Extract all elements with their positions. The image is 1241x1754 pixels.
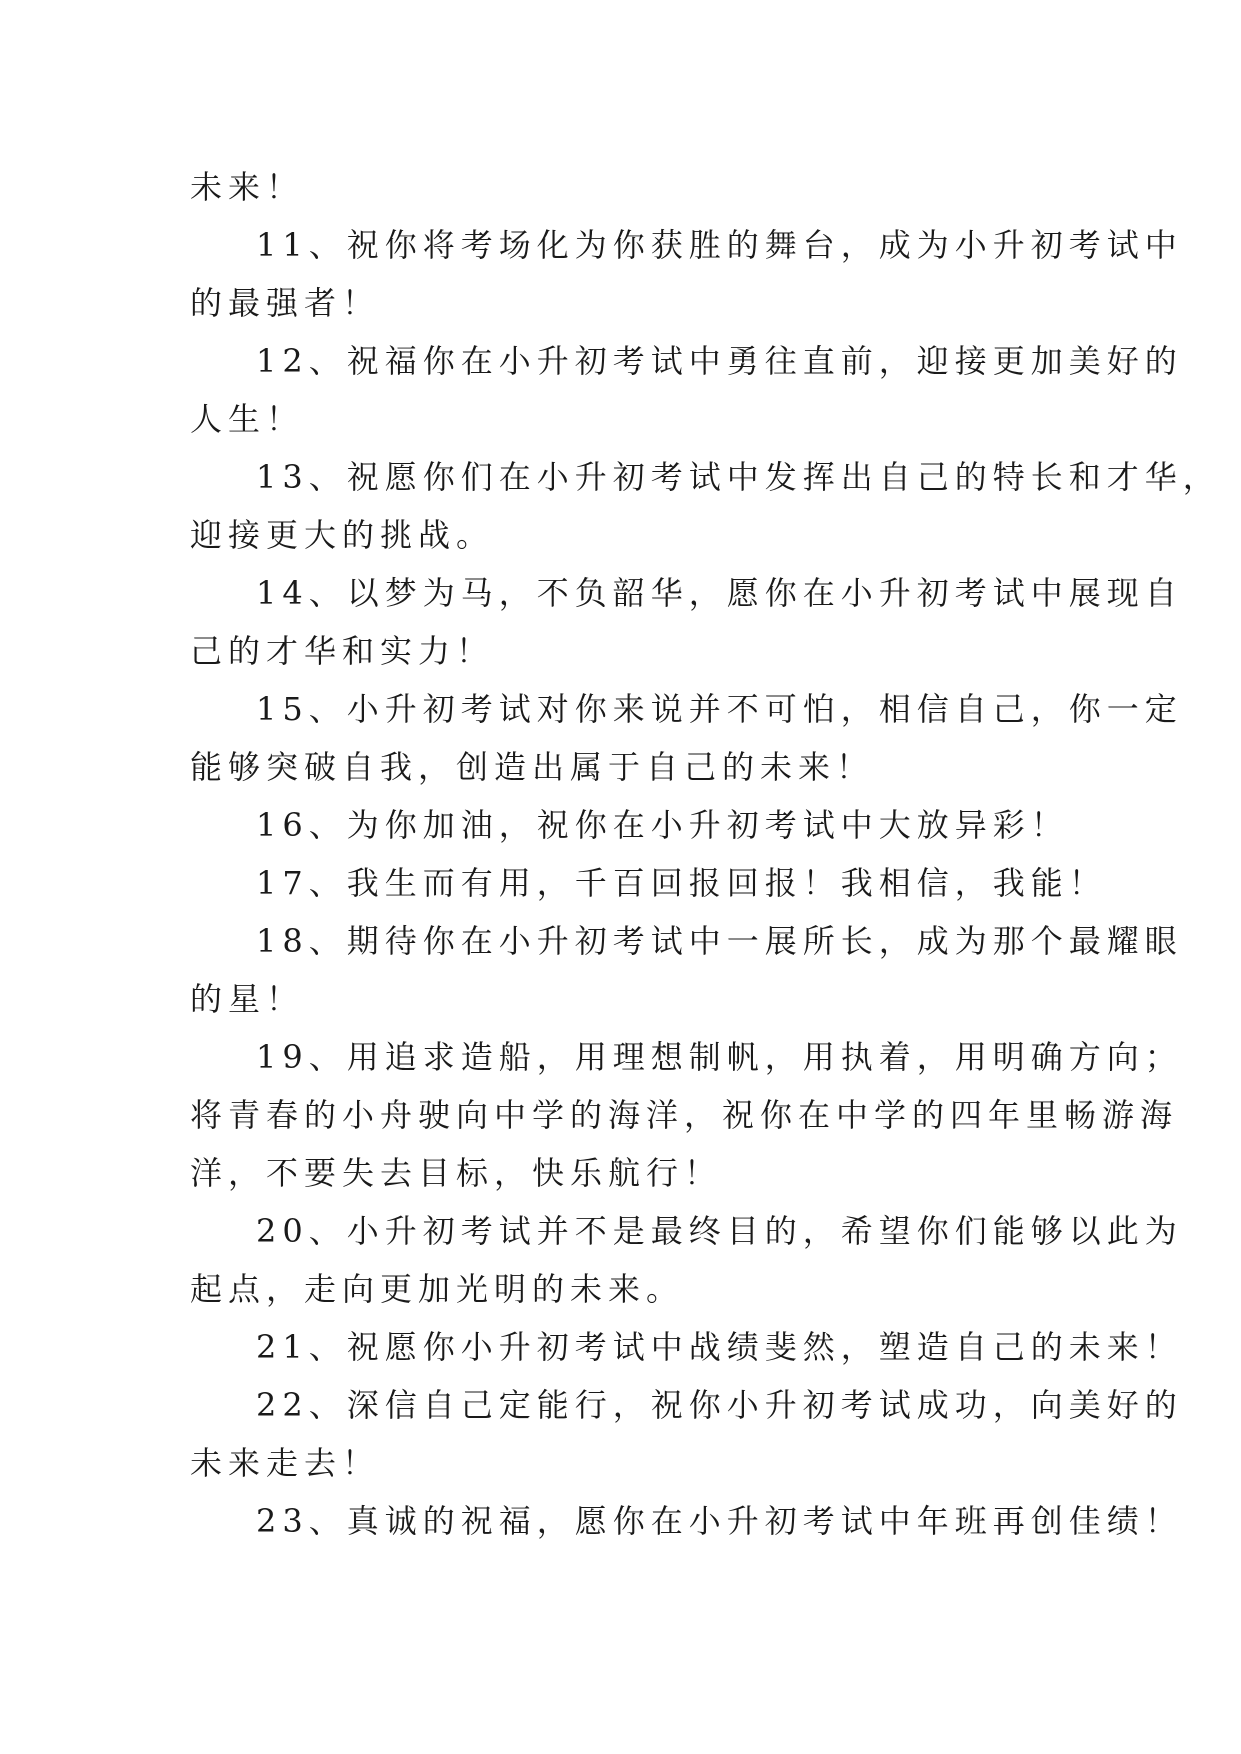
text-line: 的最强者！ [190,284,381,322]
text-line: 16、为你加油，祝你在小升初考试中大放异彩！ [256,806,1069,844]
text-line: 迎接更大的挑战。 [190,516,495,554]
paragraph [190,854,1107,912]
text-line: 20、小升初考试并不是最终目的，希望你们能够以此为 [256,1212,1183,1250]
paragraph [190,1492,1183,1550]
paragraph [190,1028,1183,1202]
text-line: 23、真诚的祝福，愿你在小升初考试中年班再创佳绩！ [256,1502,1183,1540]
paragraph [190,158,1070,216]
text-line: 19、用追求造船，用理想制帆，用执着，用明确方向； [256,1038,1183,1076]
text-line: 14、以梦为马，不负韶华，愿你在小升初考试中展现自 [256,574,1183,612]
paragraph [190,564,1183,680]
text-line: 起点，走向更加光明的未来。 [190,1270,685,1308]
paragraph [190,1376,1183,1492]
text-line: 12、祝福你在小升初考试中勇往直前，迎接更加美好的 [256,342,1183,380]
paragraph [190,216,1183,332]
paragraph [190,796,1070,854]
text-line: 己的才华和实力！ [190,632,495,670]
paragraph [190,680,1183,796]
paragraph [190,332,1183,448]
text-line: 的星！ [190,980,305,1018]
text-line: 未来走去！ [190,1444,381,1482]
text-line: 人生！ [190,400,305,438]
paragraph [190,1202,1183,1318]
text-line: 能够突破自我，创造出属于自己的未来！ [190,748,875,786]
text-line: 11、祝你将考场化为你获胜的舞台，成为小升初考试中 [256,226,1183,264]
paragraph [190,448,1221,564]
paragraph [190,1318,1183,1376]
text-line: 17、我生而有用，千百回报回报！我相信，我能！ [256,864,1107,902]
text-line: 将青春的小舟驶向中学的海洋，祝你在中学的四年里畅游海 [190,1096,1179,1134]
text-line: 15、小升初考试对你来说并不可怕，相信自己，你一定 [256,690,1183,728]
text-line: 13、祝愿你们在小升初考试中发挥出自己的特长和才华， [256,458,1221,496]
text-line: 22、深信自己定能行，祝你小升初考试成功，向美好的 [256,1386,1183,1424]
text-line: 洋，不要失去目标，快乐航行！ [190,1154,723,1192]
paragraph [190,912,1183,1028]
text-line: 未来！ [190,168,305,206]
text-line: 21、祝愿你小升初考试中战绩斐然，塑造自己的未来！ [256,1328,1183,1366]
document-page [190,158,1221,1550]
text-line: 18、期待你在小升初考试中一展所长，成为那个最耀眼 [256,922,1183,960]
